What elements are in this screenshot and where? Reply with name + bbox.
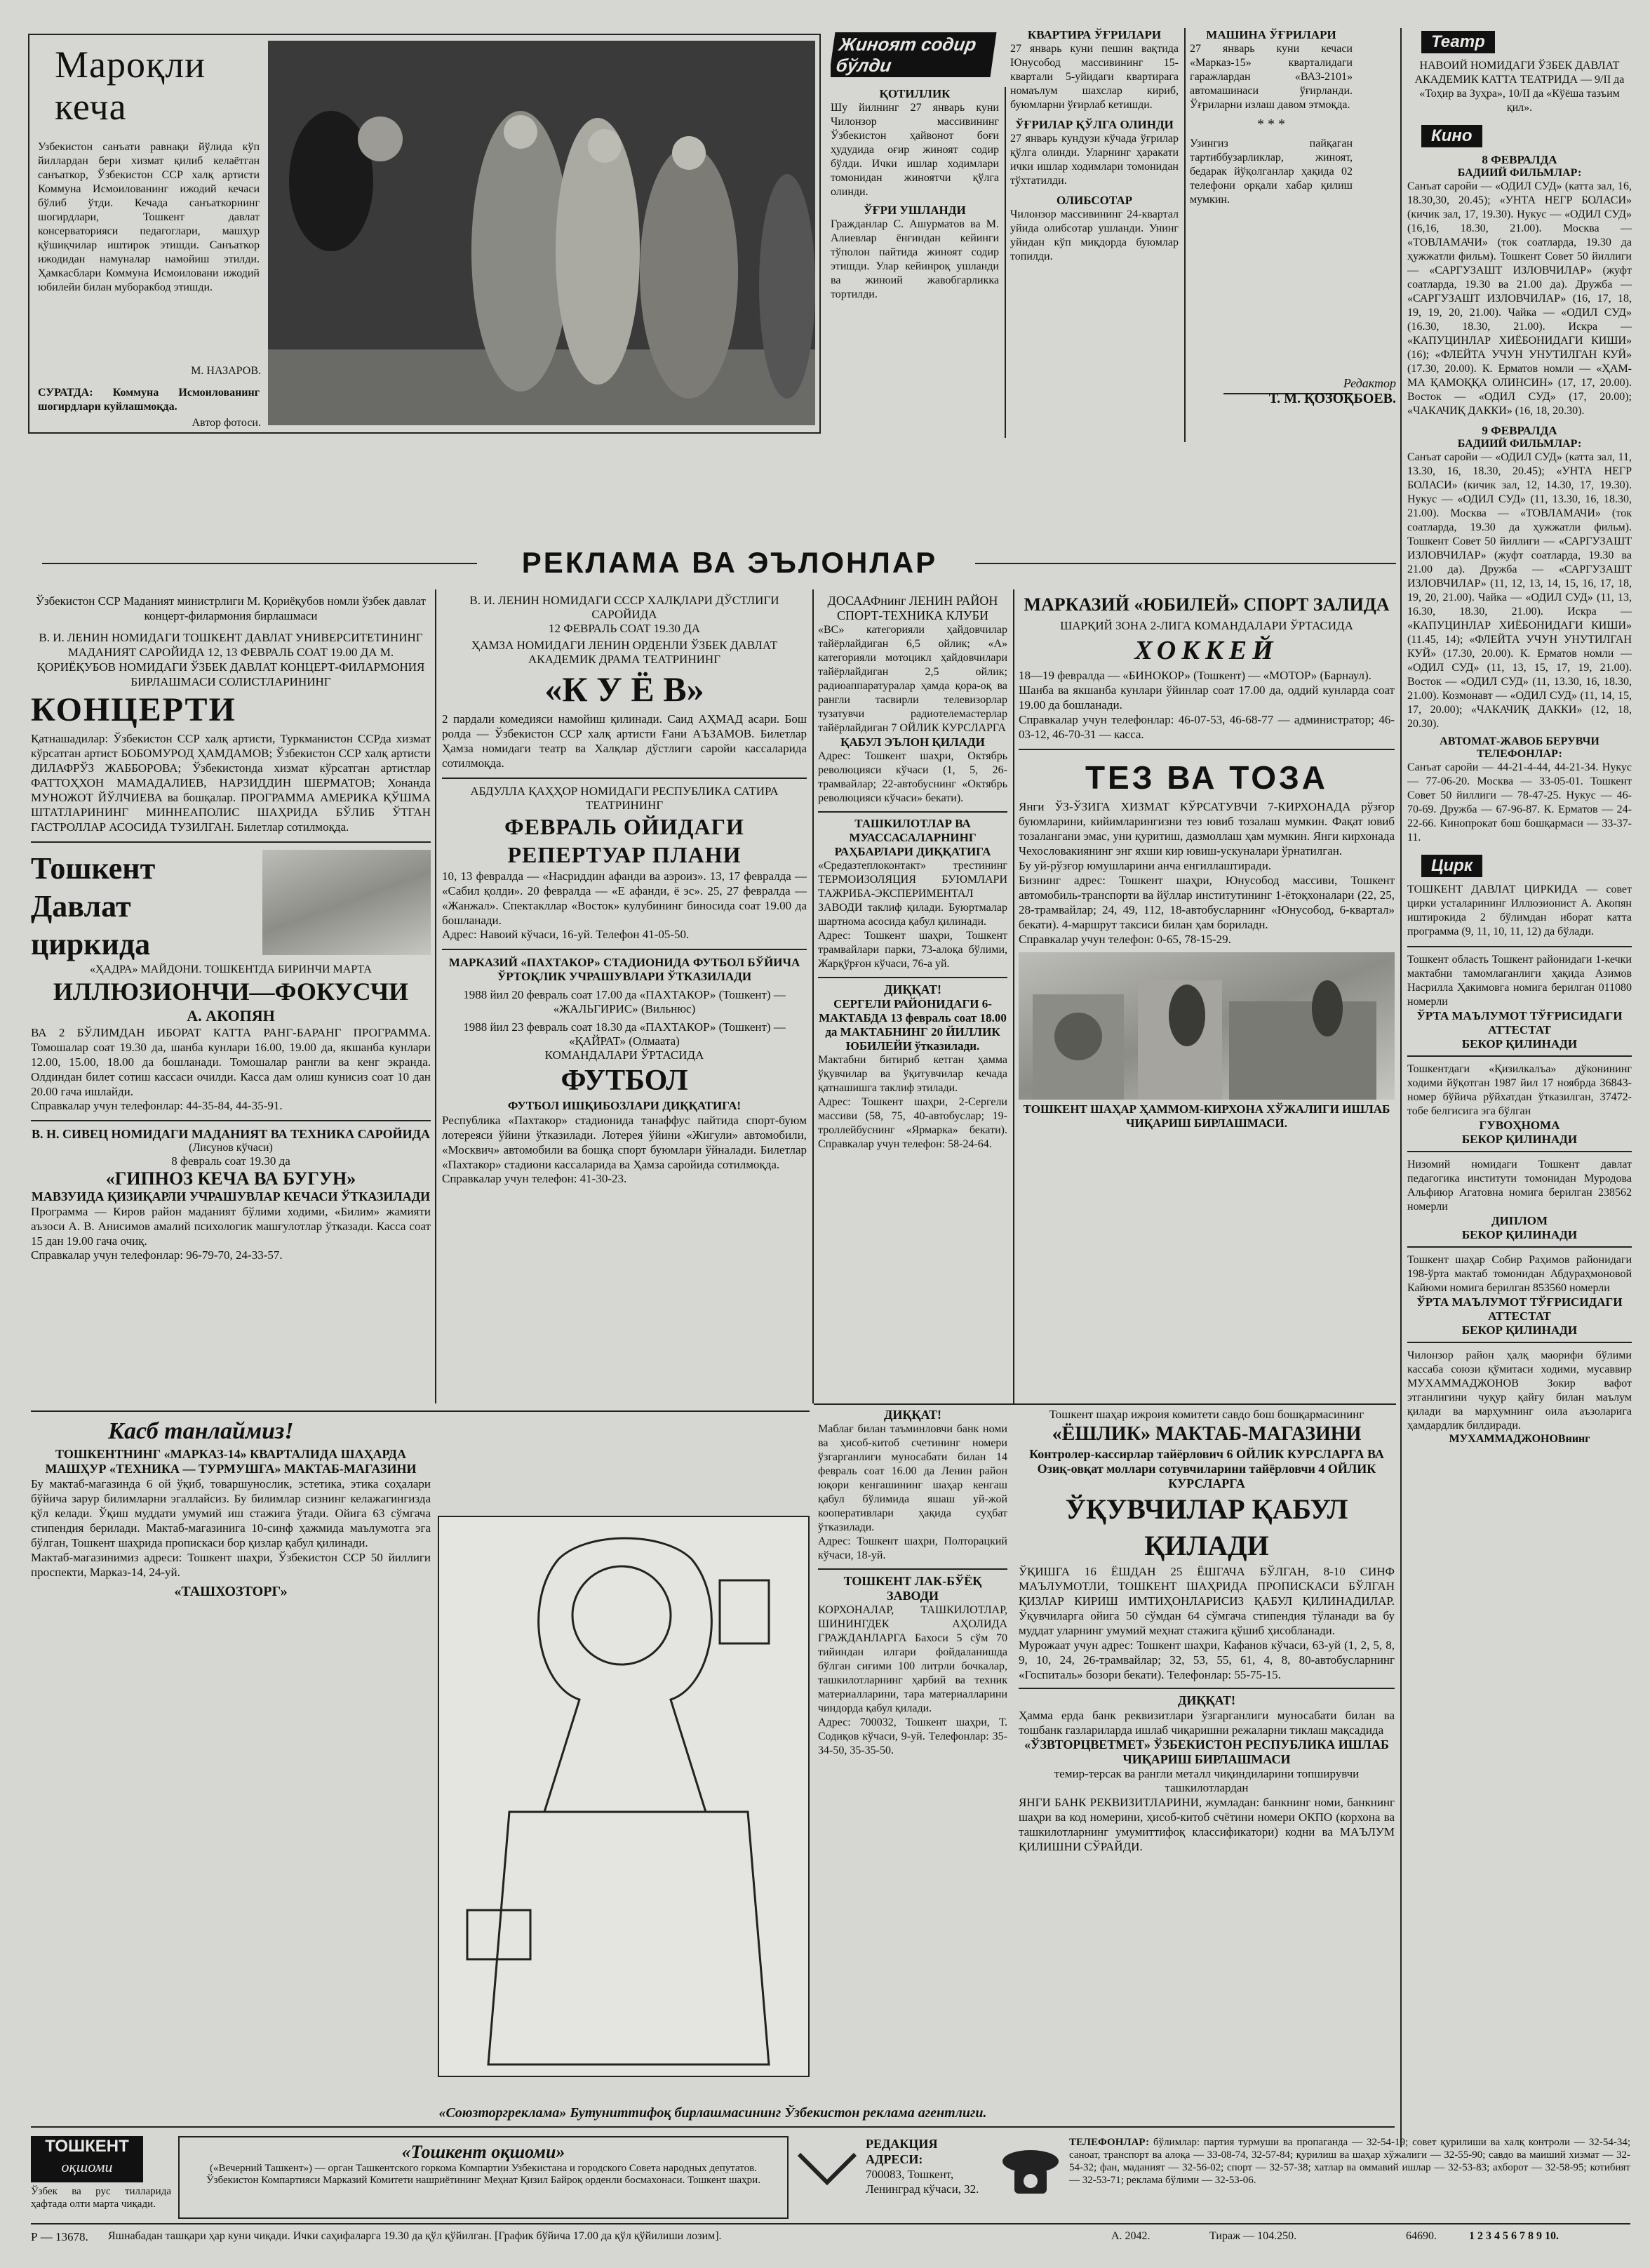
woman-illustration-icon	[439, 1517, 808, 2076]
editor-credit	[1228, 376, 1396, 421]
satire-address: Адрес: Навоий кўчаси, 16-уй. Телефон 41-05-50.	[442, 928, 690, 941]
circus-title: Тошкент Давлат циркида	[31, 851, 156, 961]
theatre-org: ҲАМЗА НОМИДАГИ ЛЕНИН ОРДЕНЛИ ЎЗБЕК ДАВЛАТ АКАДЕМИК ДРАМА ТЕАТРИНИНГ	[471, 639, 778, 666]
institutes-title: ТАШКИЛОТЛАР ВА МУАССАСАЛАРНИНГ РАҲБАРЛАРИ ДИҚҚАТИГА	[834, 817, 991, 858]
cinema-day-1-list: Санъат саройи — «ОДИЛ СУД» (катта зал, 16, 18.30,30, 20.45); «УНТА НЕГР БОЛАСИ» (кичик зал, 17, 19.30). Нукус — «ОДИЛ СУД» (16,16, 18.30, 21.00). Москва — «ТОВЛАМАЧИ» (тoк соатларда, 19.30 да ҳужжатли фильм). Тошкент Совет 50 йиллиги — «САРГУЗАШТ ИЗЛОВЧИЛАР» (жуфт соатларда, 19.30 ва 21.00 да). Дружба — «САРГУЗАШТ ИЗЛОВЧИЛАР» (16, 17, 18, 19, 19, 20, 21.00). Чайка — «ОДИЛ СУД» (16.30, 18.30, 21.00). Искра — «КАПУЦИНЛАР ХИЁБОНИДАГИ КИШИ» (16); «ФЛЕЙТА УЧУН УНУТИЛГАН КУЙ» (17.30, 20.00). К. Ерматов номли — «ҲАМ-МА ҚАМОҚҚА ОЛИНСИН» (17, 17, 20.00). Восток — «ОДИЛ СУД» (17, 20.00); «ЧАКАЧИҚ ДАККИ» (16, 18, 20.30).	[1407, 180, 1632, 417]
hockey-match: 18—19 февралда — «БИНОКОР» (Тошкент) — «МОТОР» (Барнаул).	[1019, 669, 1371, 682]
circus-body: ВА 2 БЎЛИМДАН ИБОРАТ КАТТА РАНГ-БАРАНГ ПРОГРАММА. Томошалар соат 19.30 да, шанба кунлари 16.00, 19.00 да, якшанба кунлари 12.00, 15.00, 18.00 да бошланади. Томошалар рангли ва кенг экранда. Олдиндан билет сотиш кассаси очилди. Касса дам олиш кунисиз соат 10 дан 20.00 гача ишлайди.	[31, 1026, 431, 1098]
notice-cancel: БЕКОР ҚИЛИНАДИ	[1461, 1133, 1578, 1146]
lak-title: ТОШКЕНТ ЛАК-БЎЁҚ ЗАВОДИ	[843, 1574, 982, 1603]
dosaaf-address: Адрес: Тошкент шаҳри, Октябрь революцияси кўчаси (1, 5, 26-трамвайлар; 22-автобуснинг «Октябрь революцияси кўчаси» бекати).	[818, 750, 1007, 804]
phones-block	[1069, 2136, 1630, 2219]
crime-item-title: ЎҒРИ УШЛАНДИ	[864, 204, 966, 217]
top-story-title: Мароқли кеча	[55, 44, 206, 128]
obituary-name: МУХАММАДЖОНОВнинг	[1449, 1433, 1590, 1445]
separator-stars: * * *	[1257, 116, 1285, 132]
ads-col-3	[818, 594, 1007, 1401]
cinema-day-1-sub: БАДИИЙ ФИЛЬМЛАР:	[1457, 167, 1582, 179]
school-call: ЎҚУВЧИЛАР ҚАБУЛ ҚИЛАДИ	[1065, 1493, 1348, 1561]
satire-org: АБДУЛЛА ҚАҲҲОР НОМИДАГИ РЕСПУБЛИКА САТИРА ТЕАТРИНИНГ	[470, 785, 779, 812]
hockey-sub: ШАРҚИЙ ЗОНА 2-ЛИГА КОМАНДАЛАРИ ЎРТАСИДА	[1060, 619, 1353, 632]
football-teams: КОМАНДАЛАРИ ЎРТАСИДА	[544, 1048, 704, 1062]
paper-desc: («Вечерний Ташкент») — орган Ташкентского горкома Компартии Узбекистана и городского Совета народных депутатов.	[210, 2163, 757, 2174]
laundry-sign: ТОШКЕНТ ШАҲАР ҲАММОМ-КИРХОНА ХЎЖАЛИГИ ИШЛАБ ЧИҚАРИШ БИРЛАШМАСИ.	[1023, 1102, 1390, 1130]
school-address: Мурожаат учун адрес: Тошкент шаҳри, Кафанов кўчаси, 63-уй (1, 2, 5, 8, 9, 10, 24, 26-трамвайлар; 32, 53, 55, 61, 4, 8, 80-автобусларнинг «Госпиталь» бозори бекати). Телефонлар: 55-75-15.	[1019, 1639, 1395, 1681]
uzv-body: Ҳамма ерда банк реквизитлари ўзгарганлиги муносабати билан ва тошбанк газлариларда ишлаб чиқаришни режаларни тиклаш мақсадида	[1019, 1709, 1395, 1737]
sivets-show: «ГИПНОЗ КЕЧА ВА БУГУН»	[105, 1168, 356, 1189]
digit-strip: 1 2 3 4 5 6 7 8 9 10.	[1469, 2230, 1559, 2242]
cinema-day-2-sub: БАДИИЙ ФИЛЬМЛАР:	[1457, 438, 1582, 450]
circus-sub: «ҲАДРА» МАЙДОНИ. ТОШКЕНТДА БИРИНЧИ МАРТА	[90, 963, 372, 975]
notice-cancel: БЕКОР ҚИЛИНАДИ	[1461, 1037, 1578, 1050]
notice-heading: ЎРТА МАЪЛУМОТ ТЎҒРИСИДАГИ АТТЕСТАТ	[1416, 1009, 1623, 1036]
laundry-photo	[1019, 952, 1395, 1100]
satire-title: ФЕВРАЛЬ ОЙИДАГИ РЕПЕРТУАР ПЛАНИ	[504, 814, 744, 867]
uzv-sub: темир-терсак ва рангли металл чиқиндиларини топширувчи ташкилотлардан	[1054, 1767, 1360, 1794]
laundry-body: Янги ЎЗ-ЎЗИГА ХИЗМАТ КЎРСАТУВЧИ 7-КИРХОНАДА рўзғор буюмларини, кийимларингизни тез ювиб тозалаш мумкин. Фақат ювиб тозалангани эмас, уни қуритиш, дазмоллаш ҳам мумкин. Янги кирхонада Чехословакиянинг энг яхши кир ювиш-ускуналари ўрнатилган.	[1019, 800, 1395, 858]
career-ad	[31, 1416, 431, 2125]
career-body: Бу мактаб-магазинда 6 ой ўқиб, товаршунослик, эстетика, этика соҳалари бўйича зарур билимларни эгаллайсиз. Бу билимлар сизнинг келажагингизда қўл келади. Ўқиш муддати умумий иш стажига ўтади. Ойига 63 сўмгача стипендия берилади. Мактаб-магазинига 10-синф ҳажмида маълумотга эга бўлган, Тошкент шаҳрида пропискаси бор қизлар қабул қилинади.	[31, 1477, 431, 1549]
attention-heading: ДИҚҚАТ!	[884, 1408, 941, 1422]
paper-desc-2: Ўзбекистон Компартияси Марказий Комитети нашриётининг Меҳнат Қизил Байроқ орденли босмахонаси. Тошкент шаҳри.	[206, 2175, 760, 2186]
top-story-caption: СУРАТДА: Коммуна Исмоилованинг шогирдлари куйлашмоқда.	[38, 387, 260, 413]
ad-agency-strip: «Союзторгреклама» Бутуниттифоқ бирлашмасининг Ўзбекистон реклама агентлиги.	[438, 2105, 987, 2121]
sivets-date: 8 февраль соат 19.30 да	[171, 1154, 290, 1168]
sivets-title: В. Н. СИВЕЦ НОМИДАГИ МАДАНИЯТ ВА ТЕХНИКА САРОЙИДА	[31, 1127, 431, 1141]
circus-performer: А. АКОПЯН	[187, 1007, 275, 1025]
ads-col-4	[1019, 594, 1395, 1401]
ads-col-4-lower	[1019, 1408, 1395, 2144]
notice: Низомий номидаги Тошкент давлат педагогика институти томонидан Муродова Альфиюр Агатовна номига берилган 238562 номерли	[1407, 1159, 1632, 1213]
theatre-date: 12 ФЕВРАЛЬ СОАТ 19.30 ДА	[548, 622, 701, 635]
laundry-phone: Справкалар учун телефон: 0-65, 78-15-29.	[1019, 933, 1231, 946]
circus-phone: Справкалар учун телефонлар: 44-35-84, 44-35-91.	[31, 1099, 283, 1112]
circus-listing: ТОШКЕНТ ДАВЛАТ ЦИРКИДА — совет цирки усталарининг Иллюзионист А. Акопян иштирокида 2 бўлимдан иборат катта программа (9, 11, 10, 11, 12) да бўлади.	[1407, 883, 1632, 938]
notice: Тошкент область Тошкент районидаги 1-кечки мактабни тамомлаганлиги ҳақида Азимов Насрилла Ҳакимовга номига берилган 011080 номерли	[1407, 954, 1632, 1008]
cinema-day-2-list: Санъат саройи — «ОДИЛ СУД» (катта зал, 11, 13.30, 16, 18.30, 20.45); «УНТА НЕГР БОЛАСИ» (кичик зал, 12, 14.30, 17, 19.30). Нукус — «ОДИЛ СУД» (11, 13.30, 16, 18.30, 21.00). Москва — «ТОВЛАМАЧИ» (тoк соатларда, 19.30 да ҳужжатли фильм). Тошкент Совет 50 йиллиги — «САРГУЗАШТ ИЗЛОВЧИЛАР» (жуфт соатларда, 19.30 ва 21.00 да). Дружба — «САРГУЗАШТ ИЗЛОВЧИЛАР» (11, 12, 13, 14, 15, 16, 17, 18, 19, 20, 21.00). Чайка — «ОДИЛ СУД» (11, 13, 16.30, 18.30, 21.00). Искра — «КАПУЦИНЛАР ХИЁБОНИДАГИ КИШИ» (11.45, 14); «ФЛЕЙТА УЧУН УНУТИЛГАН КУЙ» (17.30, 20.00). К. Ерматов номли — «ОДИЛ СУД» (11, 13, 15, 17, 19, 21.00). Восток — «ОДИЛ СУД» (11, 13.30, 16, 18.30, 21.00). Козмонавт — «ОДИЛ СУД» (11, 14, 15, 17, 20.00); «ЧАКАЧИҚ ДАККИ» (12, 18, 20.30).	[1407, 451, 1632, 730]
sivets-address: (Лисунов кўчаси)	[189, 1142, 273, 1154]
sivets-body: Программа — Киров район маданият бўлими ходими, «Билим» жамияти аъзоси А. В. Анисимов амалий психологик машғулотлар ўтказади. Касса соат 15 дан 19.00 гача очиқ.	[31, 1205, 431, 1248]
sergeli-body: Мактабни битириб кетган ҳамма ўқувчилар ва ўқитувчилар кечада қатнашишга таклиф этилади.	[818, 1054, 1007, 1094]
football-body: Республика «Пахтакор» стадионида танаффус пайтида спорт-буюм лотереяси ўйини ўтказилади. Лотерея ўйини «Жигули» автомобили, «Москвич» автомобили ва бошқа спорт буюмлари ўйналади. Билетлар «Пахтакор» стадиони кассаларида ва Ҳамза саройида сотилмоқда.	[442, 1114, 807, 1171]
masthead-desc: Ўзбек ва рус тилларида ҳафтада олти марта чиқади.	[31, 2186, 171, 2210]
ads-header	[42, 546, 1396, 580]
crime-notice: Узингиз пайқаган тартиббузарликлар, жиноят, бедарак йўқолганлар ҳақида 02 телефони орқали хабар қилиш мумкин.	[1190, 138, 1353, 206]
crime-item-text: Гражданлар С. Ашурматов ва М. Алиевлар ёнғиндан кейинги тўполон пайтида жиноят содир этишди. Улар кейинроқ ушланди ва жиноий жавобгарликка тортилди.	[831, 218, 999, 300]
football-match-1: 1988 йил 20 февраль соат 17.00 да «ПАХТАКОР» (Тошкент) — «ЖАЛЬГИРИС» (Вильнюс)	[463, 988, 786, 1015]
football-title: ФУТБОЛ	[561, 1065, 688, 1097]
ministry: Ўзбекистон ССР Маданият министрлиги М. Қориёқубов номли ўзбек давлат концерт-филармония бирлашмаси	[35, 594, 427, 622]
institutes-address: Адрес: Тошкент шаҳри, Тошкент трамвайлари парки, 73-алоқа бўлими, Жарқўрғон кўчаси, 76-а уй.	[818, 930, 1007, 970]
envelope-icon	[796, 2140, 859, 2196]
auction-body: Маблағ билан таъминловчи банк номи ва ҳисоб-китоб счетининг номери ўзгарганлиги муносабати билан 14 февраль соат 16.00 да Ленин район юқори кенгашининг шаҳар кенгаш қабул бўлимида яшаш уй-жой кооперативлари ҳақида суҳбат ўтказилади.	[818, 1423, 1007, 1533]
masthead-logo	[31, 2136, 143, 2182]
uzv-text: ЯНГИ БАНК РЕКВИЗИТЛАРИНИ, жумладан: банкнинг номи, банкнинг шаҳри ва код номерини, ҳисоб-китоб счётини номери ОКПО (корхона ва ташкилотларнинг умумиттифоқ классификатори) кодни ва МАЪЛУМ ҚИЛИШНИ СЎРАЙДИ.	[1019, 1796, 1395, 1853]
masthead-line-2: оқшоми	[61, 2158, 113, 2175]
lak-address: Адрес: 700032, Тошкент шаҳри, Т. Содиқов кўчаси, 9-уй. Телефонлар: 35-34-50, 35-35-50.	[818, 1716, 1007, 1756]
football-sub: ФУТБОЛ ИШҚИБОЗЛАРИ ДИҚҚАТИГА!	[507, 1099, 742, 1112]
theatre-title: «К У Ё В»	[544, 669, 704, 709]
institutes-body: «Средазтеплоконтакт» трестининг ТЕРМОИЗОЛЯЦИЯ БУЮМЛАРИ ТАЖРИБА-ЭКСПЕРИМЕНТАЛ ЗАВОДИ таклиф қилади. Буюртмалар шартнома асосида қабул қилинади.	[818, 860, 1007, 928]
crime-item-text: 27 январь кундузи кўчада ўғрилар қўлга олинди. Уларнинг ҳаракати ички ишлар ходимлари томонидан тўхтатилди.	[1010, 133, 1179, 187]
cinema-day-2: 9 ФЕВРАЛДА	[1482, 424, 1557, 437]
address-block	[866, 2136, 992, 2219]
notice-heading: ЎРТА МАЪЛУМОТ ТЎҒРИСИДАГИ АТТЕСТАТ	[1416, 1295, 1623, 1323]
obituary: Чилонзор район ҳалқ маорифи бўлими кассаба союзи қўмитаси ходими, мусаввир МУХАММАДЖОНОВ Зокир вафот этганлигини чуқур қайғу билан маълум қилади ва марҳумнинг оила аъзоларига ҳамдардлик билдиради.	[1407, 1349, 1632, 1432]
career-title: Касб танлаймиз!	[108, 1418, 294, 1444]
paper-info	[178, 2136, 789, 2219]
editor-name: Т. М. ҚОЗОҚБОЕВ.	[1268, 391, 1396, 406]
masthead-line-1: ТОШКЕНТ	[45, 2137, 129, 2156]
phones-text: бўлимлар: партия турмуши ва пропаганда — 32-54-19; совет қурилиши ва халқ контроли — 32-54-34; саноат, транспорт ва алоқа — 33-08-74, 32-57-84; қурилиш ва шаҳар хўжалиги — 32-55-90; савдо ва маиший хизмат — 32-54-32; фан, маданият — 32-56-02; спорт — 32-57-38; хатлар ва оммавий ишлар — 32-53-83; ахборот — 32-58-95; котибият — 32-53-71; реклама бўлими — 32-53-06.	[1069, 2137, 1630, 2186]
uzv-title: «ЎЗВТОРЦВЕТМЕТ» ЎЗБЕКИСТОН РЕСПУБЛИКА ИШЛАБ ЧИҚАРИШ БИРЛАШМАСИ	[1024, 1737, 1389, 1766]
career-org: ТОШКЕНТНИНГ «МАРКАЗ-14» КВАРТАЛИДА ШАҲАРДА МАШҲУР «ТЕХНИКА — ТУРМУШГА» МАКТАБ-МАГАЗИНИ	[45, 1447, 417, 1476]
sergeli-address: Адрес: Тошкент шаҳри, 2-Сергели массиви (58, 75, 40-автобуслар; 19-троллейбуснинг «Ярмарка» бекати). Справкалар учун телефон: 58-24-64.	[818, 1096, 1007, 1150]
notice-heading: ДИПЛОМ	[1491, 1214, 1548, 1227]
circus-label: Цирк	[1421, 855, 1482, 877]
auction-address: Адрес: Тошкент шаҳри, Полторацкий кўчаси, 18-уй.	[818, 1535, 1007, 1561]
hockey-name: ХОККЕЙ	[1134, 636, 1279, 665]
dosaaf-call: ҚАБУЛ ЭЪЛОН ҚИЛАДИ	[840, 735, 985, 749]
ads-col-1	[31, 594, 431, 1401]
hockey-phone: Справкалар учун телефонлар: 46-07-53, 46-68-77 — администратор; 46-03-12, 46-70-31 — касса.	[1019, 713, 1395, 741]
hockey-body: Шанба ва якшанба кунлари ўйинлар соат 17.00 да, оддий кунларда соат 19.00 да бошланади.	[1019, 683, 1395, 712]
laundry-machines-icon	[1019, 952, 1395, 1100]
cinema-day-1: 8 ФЕВРАЛДА	[1482, 153, 1557, 166]
crime-header-text: Жиноят содир бўлди	[834, 34, 978, 76]
satire-body: 10, 13 февралда — «Насриддин афанди ва аэроиз». 13, 17 февралда — «Сабил қолди». 20 февралда — «Е афанди, ё эс». 25, 27 февралда — «Жанжал». Спектакллар «Восток» кулубининг биносида соат 19.00 да бошланади.	[442, 869, 807, 927]
top-story-signature: М. НАЗАРОВ.	[191, 365, 261, 377]
concert-body: Қатнашадилар: Ўзбекистон ССР халқ артисти, Туркманистон ССРда хизмат кўрсатган артист БОБОМУРОД ҲАМДАМОВ; Ўзбекистон ССР халқ артисти ДИЛАФРЎЗ ЖАББОРОВА; Ўзбекистонда хизмат кўрсатган артистлар ФАТТОҲХОН МАМАДАЛИЕВ, НАРЗИДДИН ШЕРМАТОВ; Хонанда МУНОЖОТ ЙЎЛЧИЕВА ва бошқалар. ПРОГРАММА АМЕРИКА ҚЎШМА ШТАТЛАРИНИНГ МИННЕАПОЛИС ШАҲРИДА БЎЛИБ ЎТГАН ГАСТРОЛЛАР АСОСИДА ТУЗИЛГАН. Билетлар сотилмоқда.	[31, 732, 431, 834]
laundry-title: ТЕЗ ВА ТОЗА	[1085, 759, 1329, 796]
theatre-body: 2 пардали комедияси намойиш қилинади. Саид АҲМАД асари. Бош ролда — Ўзбекистон ССР халқ артисти Ғани АЪЗАМОВ. Билетлар Ҳамза номидаги театр ва Халқлар дўстлиги саройи кассаларида сотилмоқда.	[442, 712, 807, 770]
stage-photo	[268, 41, 815, 425]
top-story	[28, 34, 821, 434]
crime-column-2	[1010, 28, 1179, 442]
phones-title: ТЕЛЕФОНЛАР:	[1069, 2137, 1150, 2148]
laundry-note: Бу уй-рўзғор юмушларини анча енгиллаштиради.	[1019, 859, 1272, 872]
notice: Тошкентдаги «Қизилкалъа» дўконининг ходими йўқотган 1987 йил 17 ноябрда 36843-номер бўйича рўйхатдан ўтказилган, 37472-тобе белгисига эга бўлган	[1407, 1063, 1632, 1117]
hockey-title: МАРКАЗИЙ «ЮБИЛЕЙ» СПОРТ ЗАЛИДА	[1024, 594, 1390, 615]
footer	[31, 2133, 1630, 2264]
laundry-address: Бизнинг адрес: Тошкент шаҳри, Юнусобод массиви, Тошкент автомобиль-транспорти ва йўллар институтининг 1-ётоқхоналари (22, 25, 28-трамвайлар; 24, 49, 112, 18-автобусларнинг «Юнусобод, 6-квартал» бекати). 4-маршрут таксиси билан ҳам бориладн.	[1019, 874, 1395, 931]
crime-item-title: ЎҒРИЛАР ҚЎЛГА ОЛИНДИ	[1015, 118, 1174, 131]
concert-title: КОНЦЕРТИ	[31, 691, 236, 728]
circus-show: ИЛЛЮЗИОНЧИ—ФОКУСЧИ	[53, 978, 409, 1006]
crime-item-text: Чилонзор массивининг 24-квартал уйида олибсотар ушланди. Унинг уйидан кўп миқдорда буюмлар топилди.	[1010, 208, 1179, 262]
issue-number: 64690.	[1406, 2230, 1437, 2242]
ads-col-3-lower	[818, 1408, 1007, 2144]
top-story-body: Узбекистон санъати равнақи йўлида кўп йиллардан бери хизмат қилиб келаётган санъаткор, Ўзбекистон ССР халқ артисти Коммуна Исмоилованинг ижодий кечаси бўлиб ўтди. Кечада санъаткорнинг шогирдлари, Тошкент давлат консерваторияси педагоглари, машҳур қўшиқчилар иштирок этишди. Санъаткор ижодидан намуналар намойиш этилди. Ҳамкасблари Коммуна Исмоиловани ижодий юбилейи билан муборакбод этишди.	[38, 141, 260, 293]
football-org: МАРКАЗИЙ «ПАХТАКОР» СТАДИОНИДА ФУТБОЛ БЎЙИЧА ЎРТОҚЛИК УЧРАШУВЛАРИ ЎТКАЗИЛАДИ	[448, 956, 800, 983]
dancers-silhouette-icon	[268, 41, 815, 425]
sergeli-title: СЕРГЕЛИ РАЙОНИДАГИ 6-МАКТАБДА 13 февраль соат 18.00 да МАКТАБНИНГ 20 ЙИЛЛИК ЮБИЛЕЙИ ўтказилади.	[819, 997, 1007, 1053]
address-title: РЕДАКЦИЯ АДРЕСИ:	[866, 2137, 938, 2166]
crime-item-text: 27 январь куни пешин вақтида Юнусобод массивининг 15-квартали 5-уйидаги квартирага номаълум шахслар кириб, буюмларни ўғирлаб кетишди.	[1010, 43, 1179, 111]
circus-building-photo	[262, 850, 431, 955]
crime-header	[831, 32, 996, 77]
circulation: Тираж — 104.250.	[1209, 2230, 1297, 2242]
career-address: Мактаб-магазинимиз адреси: Тошкент шаҳри, Ўзбекистон ССР 50 йиллиги проспекти, Марказ-14, 24-уй.	[31, 1551, 431, 1579]
school-body: ЎҚИШГА 16 ЁШДАН 25 ЁШГАЧА БЎЛГАН, 8-10 СИНФ МАЪЛУМОТЛИ, ТОШКЕНТ ШАҲРИДА ПРОПИСКАСИ БЎЛГАН ҚИЗЛАР КИРИШ ИМТИҲОНЛАРИСИЗ ҚАБУЛ ҚИЛИНАДИЛАР. Ўқувчиларга ойига 50 сўмдан 64 сўмгача стипендия тўланади ва бу муддат уларнинг умумий меҳнат стажига қўшиб ҳисобланади.	[1019, 1565, 1395, 1637]
bottom-note: Яшнабадан ташқари ҳар куни чиқади. Ички саҳифаларга 19.30 да қўл қўйилган. [График бўйича 17.00 да қўл қўйилиши лозим].	[108, 2230, 722, 2242]
notice: Тошкент шаҳар Собир Раҳимов районидаги 198-ўрта мактаб томонидан Абдураҳмоновой Кайюми номига берилган 853560 номерли	[1407, 1254, 1632, 1294]
attention-heading: ДИҚҚАТ!	[884, 982, 941, 996]
phones-title: АВТОМАТ-ЖАВОБ БЕРУВЧИ ТЕЛЕФОНЛАР:	[1440, 735, 1599, 760]
right-column	[1407, 31, 1632, 2143]
notice-cancel: БЕКОР ҚИЛИНАДИ	[1461, 1228, 1578, 1241]
school-intro: Тошкент шаҳар ижроия комитети савдо бош бошқармасининг	[1049, 1408, 1364, 1421]
concert-intro: В. И. ЛЕНИН НОМИДАГИ ТОШКЕНТ ДАВЛАТ УНИВЕРСИТЕТИНИНГ МАДАНИЯТ САРОЙИДА 12, 13 ФЕВРАЛЬ СОАТ 19.00 ДА М. ҚОРИЁҚУБОВ НОМИДАГИ ЎЗБЕК ДАВЛАТ КОНЦЕРТ-ФИЛАРМОНИЯ БИРЛАШМАСИ СОЛИСТЛАРИНИНГ	[36, 631, 425, 688]
attention-heading: ДИҚҚАТ!	[1178, 1693, 1235, 1707]
bottom-code: Р — 13678.	[31, 2230, 88, 2243]
paper-title: «Тошкент оқшоми»	[401, 2142, 565, 2162]
ads-header-title: РЕКЛАМА ВА ЭЪЛОНЛАР	[521, 546, 938, 579]
dosaaf-body: «ВС» категорияли ҳайдовчилар тайёрлайдиган 6,5 ойлик; «А» категорияли мотоцикл ҳайдовчилари тайёрлайдиган 2,5 ойлик; радиоаппаратуралар ҳамда қора-оқ ва рангли тасвирли телевизорлар тузатувчи радиотелемастерлар тайёрлайдиган 7 ОЙЛИК КУРСЛАРГА	[818, 624, 1007, 734]
football-phone: Справкалар учун телефон: 41-30-23.	[442, 1172, 627, 1185]
crime-item-title: КВАРТИРА ЎҒРИЛАРИ	[1027, 28, 1162, 41]
photo-credit: Автор фотоси.	[192, 417, 261, 429]
school-courses: Контролер-кассирлар тайёрлович 6 ОЙЛИК КУРСЛАРГА ВА Озиқ-овқат моллари сотувчиларини тайёрловчи 4 ОЙЛИК КУРСЛАРГА	[1029, 1447, 1384, 1490]
sivets-phone: Справкалар учун телефонлар: 96-79-70, 24-33-57.	[31, 1248, 283, 1262]
phones-list: Санъат саройи — 44-21-4-44, 44-21-34. Нукус — 77-06-20. Москва — 33-05-01. Тошкент Совет 50 йиллиги — 78-47-25. Нукус — 46-70-69. Дружба — 67-96-87. К. Ерматов — 24-22-66. Кинопрокат бош бошқармаси — 33-37-11.	[1407, 761, 1632, 843]
theatre-intro: В. И. ЛЕНИН НОМИДАГИ СССР ХАЛҚЛАРИ ДЎСТЛИГИ САРОЙИДА	[469, 594, 779, 621]
theatre-listing: НАВОИЙ НОМИДАГИ ЎЗБЕК ДАВЛАТ АКАДЕМИК КАТТА ТЕАТРИДА — 9/II да «Тоҳир ва Зуҳра», 10/II да «Кўёша тазъим қил».	[1414, 60, 1625, 114]
ads-col-2	[442, 594, 807, 1401]
crime-item-title: ҚОТИЛЛИК	[879, 87, 951, 100]
crime-item-text: Шу йилнинг 27 январь куни Чилонзор массивининг Ўзбекистон ҳайвонот боғи ҳудудида оғир жиноят содир бўлди. Ички ишлар ходимлари томонидан жиноятчи қўлга олинди.	[831, 102, 999, 198]
crime-item-text: 27 январь куни кечаси «Марказ-15» кварталидаги гаражлардан «ВАЗ-2101» автомашинаси ўғирланди. Ўғриларни излаш давом этмоқда.	[1190, 43, 1353, 111]
cinema-label: Кино	[1421, 125, 1482, 147]
notice-heading: ГУВОҲНОМА	[1479, 1119, 1560, 1132]
dosaaf-title: ДОСААФнинг ЛЕНИН РАЙОН СПОРТ-ТЕХНИКА КЛУБИ	[827, 594, 998, 622]
plug-icon	[720, 1580, 769, 1643]
editor-label: Редактор	[1343, 376, 1396, 390]
theatre-label: Театр	[1421, 31, 1495, 53]
phone-icon	[999, 2140, 1062, 2196]
index-number: А. 2042.	[1111, 2230, 1151, 2242]
notice-cancel: БЕКОР ҚИЛИНАДИ	[1461, 1323, 1578, 1337]
crime-column-1	[831, 87, 999, 438]
crime-item-title: ОЛИБСОТАР	[1056, 194, 1133, 207]
fashion-illustration	[438, 1516, 810, 2077]
sivets-sub: МАВЗУИДА ҚИЗИҚАРЛИ УЧРАШУВЛАР КЕЧАСИ ЎТКАЗИЛАДИ	[31, 1189, 431, 1203]
career-sign: «ТАШХОЗТОРГ»	[174, 1584, 288, 1599]
crime-item-title: МАШИНА ЎҒРИЛАРИ	[1206, 28, 1336, 41]
football-match-2: 1988 йил 23 февраль соат 18.30 да «ПАХТАКОР» (Тошкент) — «ҚАЙРАТ» (Олмаата)	[463, 1020, 786, 1048]
school-title: «ЁШЛИК» МАКТАБ-МАГАЗИНИ	[1052, 1423, 1362, 1445]
address-text: 700083, Тошкент, Ленинград кўчаси, 32.	[866, 2168, 979, 2196]
lak-body: КОРХОНАЛАР, ТАШКИЛОТЛАР, ШИНИНГДЕК АҲОЛИДА ГРАЖДАНЛАРГА Бахоси 5 сўм 70 тийиндан илгари фойдаланишда бўлган сиғими 100 литрли бочкалар, ташкилотларнинг ҳарбий ва техник материалларини, тара материалларини чиндорда қабул қилади.	[818, 1604, 1007, 1714]
